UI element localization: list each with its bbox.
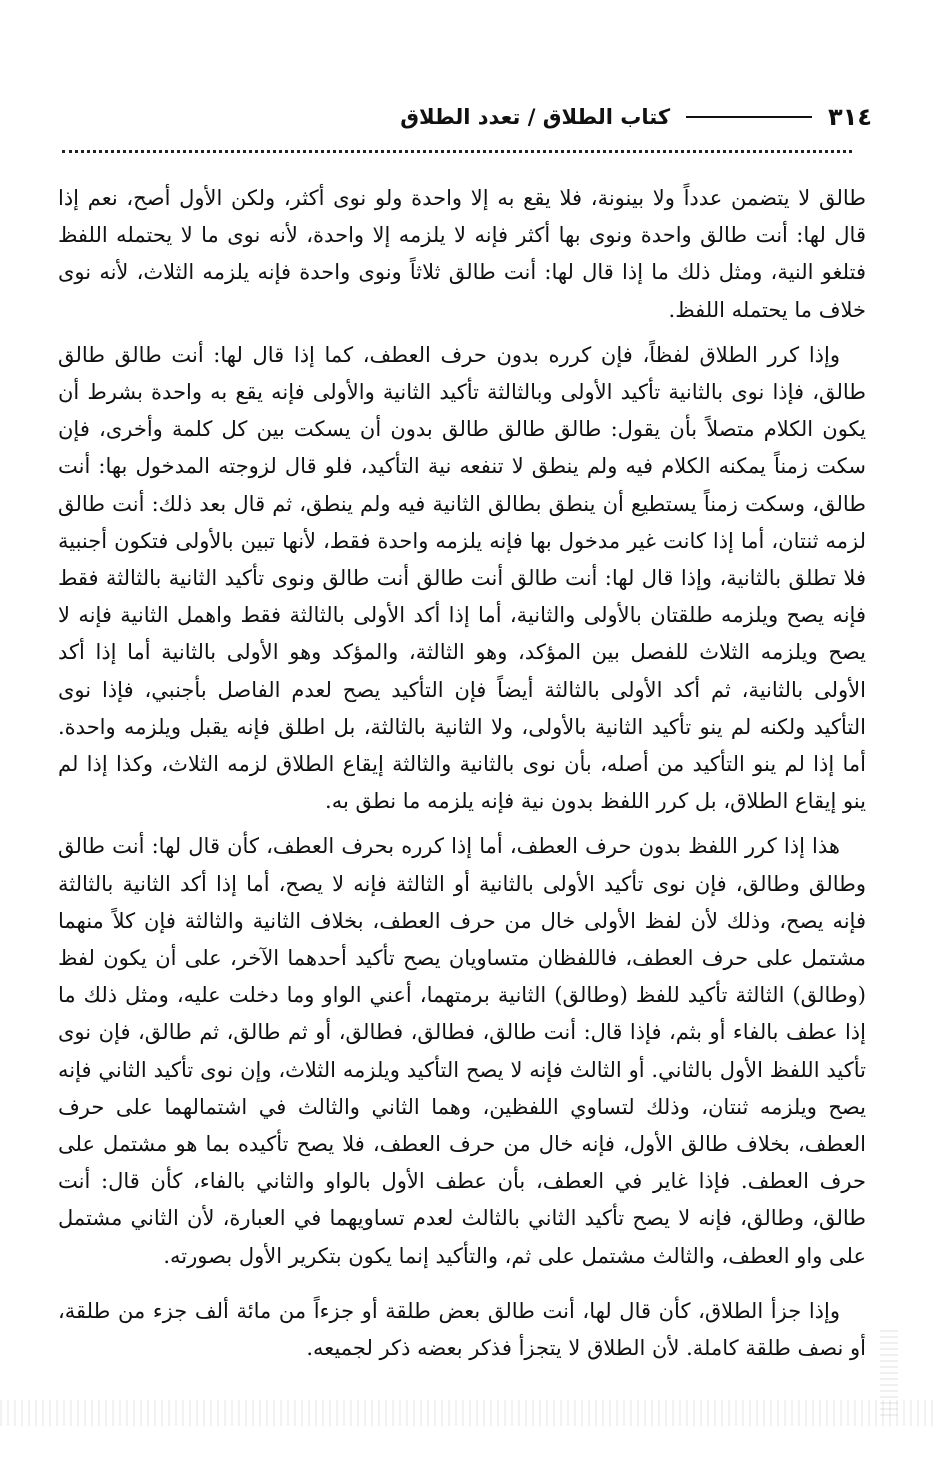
header-rule xyxy=(686,116,812,118)
scan-noise-strip xyxy=(0,1400,938,1426)
page-number: ٣١٤ xyxy=(828,103,872,131)
scan-edge-noise xyxy=(880,1330,898,1420)
page-header xyxy=(52,100,872,134)
dotted-separator xyxy=(62,150,852,153)
running-title: كتاب الطلاق / تعدد الطلاق xyxy=(400,105,671,129)
body-text xyxy=(58,180,866,1367)
paragraph-repetition-without-conjunction: وإذا كرر الطلاق لفظاً، فإن كرره بدون حرف العطف، كما إذا قال لها: أنت طالق طالق طالق، فإذا نوى بالثانية تأكيد الأولى وبالثالثة تأكيد الثانية والأولى فإنه يقع به واحدة بشرط أن يكون الكلام متصلاً بأن يقول: طالق طالق طالق بدون أن يسكت بين كل كلمة وأخرى، فإن سكت زمناً يمكنه الكلام فيه ولم ينطق لا تنفعه نية التأكيد، فلو قال لزوجته المدخول بها: أنت طالق، وسكت زمناً يستطيع أن ينطق بطالق الثانية فيه ولم ينطق، ثم قال بعد ذلك: أنت طالق لزمه ثنتان، أما إذا كانت غير مدخول بها فإنه يلزمه واحدة فقط، لأنها تبين بالأولى فتكون أجنبية فلا تطلق بالثانية، وإذا قال لها: أنت طالق أنت طالق أنت طالق ونوى تأكيد الثانية بالثالثة فقط فإنه يصح ويلزمه طلقتان بالأولى والثانية، أما إذا أكد الأولى بالثالثة فقط واهمل الثانية فإنه لا يصح ويلزمه الثلاث للفصل بين المؤكد، وهو الثالثة، والمؤكد وهو الأولى بالثانية أما إذا أكد الأولى بالثانية، ثم أكد الأولى بالثالثة أيضاً فإن التأكيد يصح لعدم الفاصل بأجنبي، فإذا نوى التأكيد ولكنه لم ينو تأكيد الثانية بالأولى، ولا الثانية بالثالثة، بل اطلق فإنه يقبل ويلزمه واحدة. أما إذا لم ينو التأكيد من أصله، بأن نوى بالثانية والثالثة إيقاع الطلاق لزمه الثلاث، وكذا إذا لم ينو إيقاع الطلاق، بل كرر اللفظ بدون نية فإنه يلزمه ما نطق به. xyxy=(58,342,866,814)
paragraph-continuation: طالق لا يتضمن عدداً ولا بينونة، فلا يقع به إلا واحدة ولو نوى أكثر، ولكن الأول أصح، نعم إذا قال لها: أنت طالق واحدة ونوى بها أكثر فإنه لا يلزمه إلا واحدة، لأنه نوى ما لا يحتمله اللفظ فتلغو النية، ومثل ذلك ما إذا قال لها: أنت طالق ثلاثاً ونوى واحدة فإنه يلزمه الثلاث، لأنه نوى خلاف ما يحتمله اللفظ. xyxy=(58,186,866,322)
paragraph-partial-divorce: وإذا جزأ الطلاق، كأن قال لها، أنت طالق بعض طلقة أو جزءاً من مائة ألف جزء من طلقة، أو نصف طلقة كاملة. لأن الطلاق لا يتجزأ فذكر بعضه ذكر لجميعه. xyxy=(58,1298,866,1361)
paragraph-repetition-with-conjunction: هذا إذا كرر اللفظ بدون حرف العطف، أما إذا كرره بحرف العطف، كأن قال لها: أنت طالق وطالق وطالق، فإن نوى تأكيد الأولى بالثانية أو الثالثة فإنه لا يصح، أما إذا أكد الثانية بالثالثة فإنه يصح، وذلك لأن لفظ الأولى خال من حرف العطف، بخلاف الثانية والثالثة فإن كلاً منهما مشتمل على حرف العطف، فاللفظان متساويان يصح تأكيد أحدهما الآخر، على أن يكون لفظ (وطالق) الثالثة تأكيد للفظ (وطالق) الثانية برمتهما، أعني الواو وما دخلت عليه، ومثل ذلك ما إذا عطف بالفاء أو بثم، فإذا قال: أنت طالق، فطالق، فطالق، أو ثم طالق، ثم طالق، فإن نوى تأكيد اللفظ الأول بالثاني. أو الثالث فإنه لا يصح التأكيد ويلزمه الثلاث، وإن نوى تأكيد الثاني فإنه يصح ويلزمه ثنتان، وذلك لتساوي اللفظين، وهما الثاني والثالث في اشتمالهما على حرف العطف، بخلاف طالق الأول، فإنه خال من حرف العطف، فلا يصح تأكيده بما هو مشتمل على حرف العطف. فإذا غاير في العطف، بأن عطف الأول بالواو والثاني بالفاء، كأن قال: أنت طالق، وطالق، فإنه لا يصح تأكيد الثاني بالثالث لعدم تساويهما في العبارة، لأن الثاني مشتمل على واو العطف، والثالث مشتمل على ثم، والتأكيد إنما يكون بتكرير الأول بصورته. xyxy=(58,834,866,1268)
